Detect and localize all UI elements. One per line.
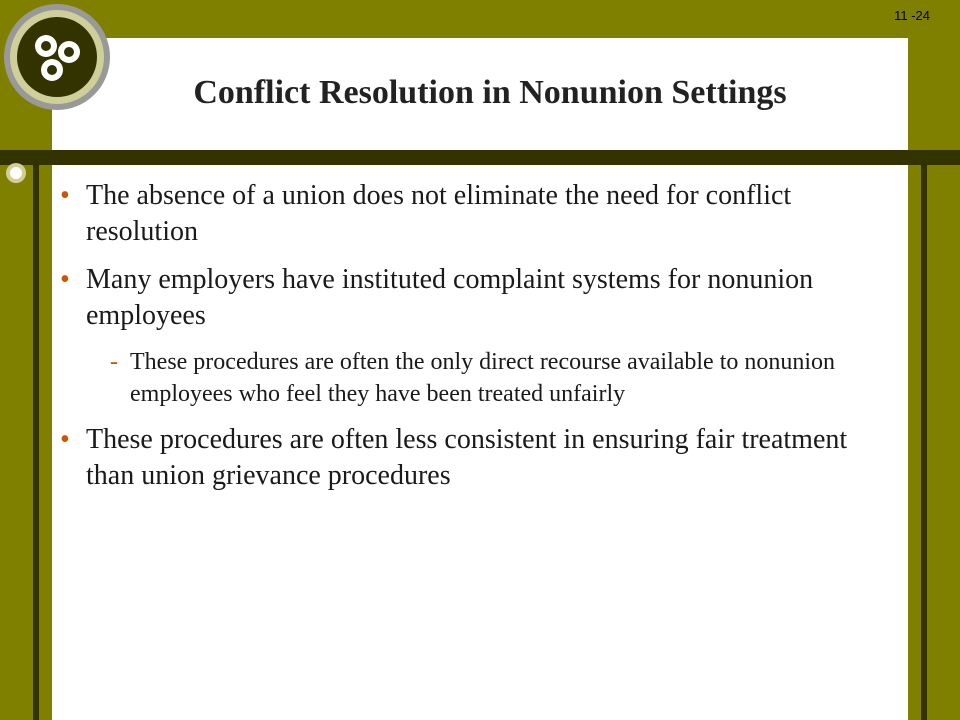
bullet-item xyxy=(60,178,900,250)
bullet-item xyxy=(60,422,900,494)
sub-bullet-text: These procedures are often the only direct recourse available to nonunion employees who feel they have been treated unfairly xyxy=(130,349,836,407)
sub-bullet-item xyxy=(60,346,900,410)
divider-band xyxy=(0,150,960,165)
bullet-marker: • xyxy=(60,264,70,295)
bullet-item xyxy=(60,262,900,334)
right-stripe xyxy=(921,165,927,720)
slide-title: Conflict Resolution in Nonunion Settings xyxy=(193,74,787,111)
bullet-marker: • xyxy=(60,180,70,211)
left-stripe xyxy=(33,165,39,720)
bullet-marker: • xyxy=(60,424,70,455)
slide-number: 11 -24 xyxy=(894,8,930,23)
sub-bullet-marker: - xyxy=(110,349,118,375)
bullet-text: Many employers have instituted complaint systems for nonunion employees xyxy=(86,264,814,331)
dot-icon xyxy=(5,162,27,184)
bullet-text: These procedures are often less consistent in ensuring fair treatment than union grievance procedures xyxy=(86,424,848,491)
slide-body xyxy=(60,178,900,506)
bullet-text: The absence of a union does not eliminate the need for conflict resolution xyxy=(86,180,792,247)
